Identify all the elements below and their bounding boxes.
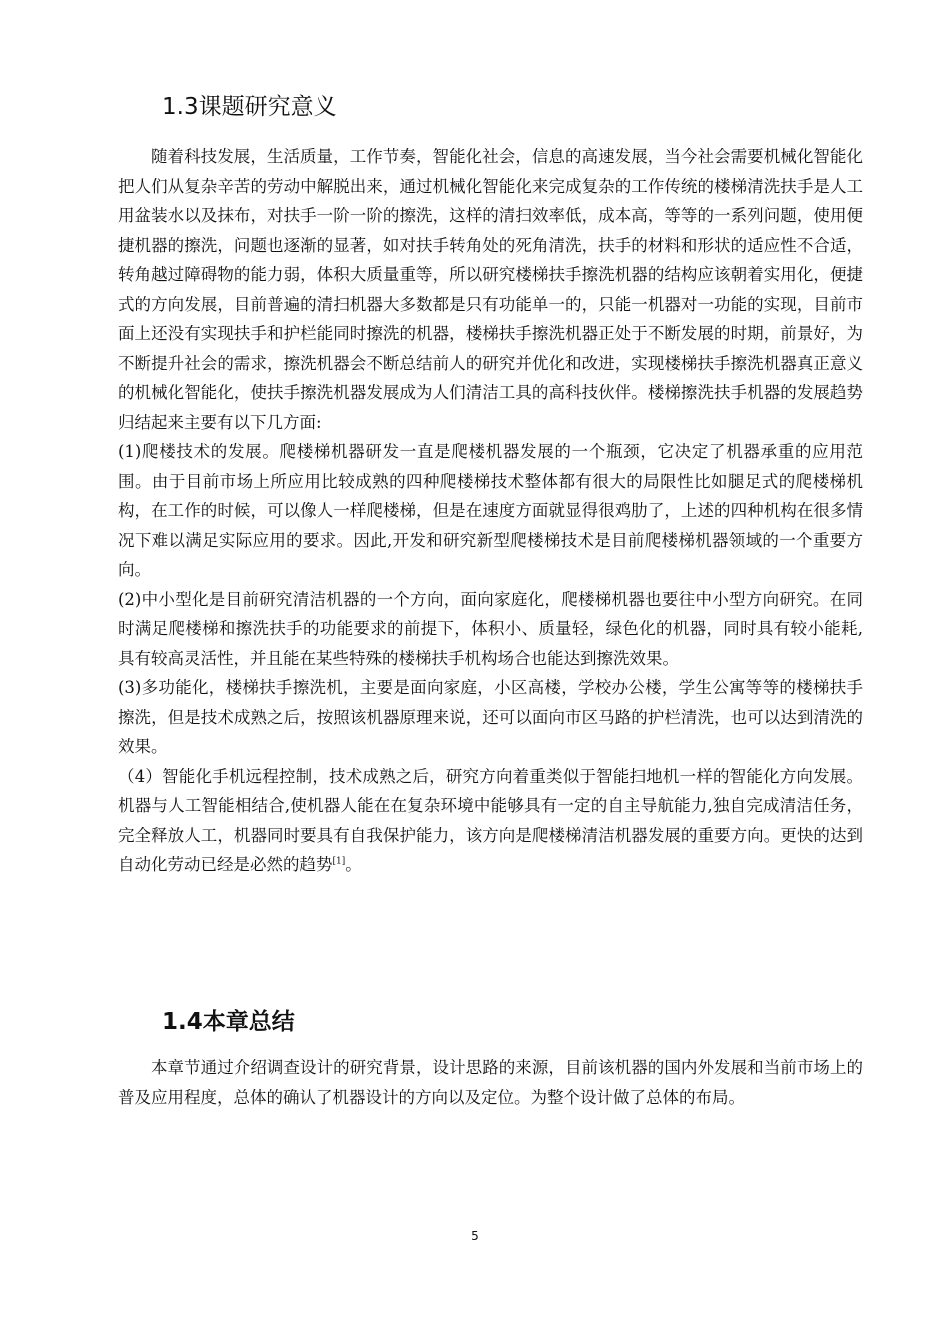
list-item-miniaturization: (2)中小型化是目前研究清洁机器的一个方向，面向家庭化，爬楼梯机器也要往中小型方向研究。在同时满足爬楼梯和擦洗扶手的功能要求的前提下，体积小、质量轻，绿色化的机器，同时具有较小能耗,具有较高灵活性，并且能在某些特殊的楼梯扶手机构场合也能达到擦洗效果。	[118, 589, 863, 668]
intro-paragraph: 随着科技发展，生活质量，工作节奏，智能化社会，信息的高速发展，当今社会需要机械化智能化把人们从复杂辛苦的劳动中解脱出来，通过机械化智能化来完成复杂的工作传统的楼梯清洗扶手是人工用盆装水以及抹布，对扶手一阶一阶的擦洗，这样的清扫效率低，成本高，等等的一系列问题，使用便捷机器的擦洗，问题也逐渐的显著，如对扶手转角处的死角清洗，扶手的材料和形状的适应性不合适，转角越过障碍物的能力弱，体积大质量重等，所以研究楼梯扶手擦洗机器的结构应该朝着实用化，便捷式的方向发展，目前普遍的清扫机器大多数都是只有功能单一的，只能一机器对一功能的实现，目前市面上还没有实现扶手和护栏能同时擦洗的机器，楼梯扶手擦洗机器正处于不断发展的时期，前景好，为不断提升社会的需求，擦洗机器会不断总结前人的研究并优化和改进，实现楼梯扶手擦洗机器真正意义的机械化智能化，使扶手擦洗机器发展成为人们清洁工具的高科技伙伴。楼梯擦洗扶手机器的发展趋势归结起来主要有以下几方面:	[118, 147, 863, 432]
sentence-end-mark: 。	[345, 855, 362, 874]
section-heading-1-4: 1.4本章总结	[162, 1009, 295, 1035]
section-heading-1-3: 1.3课题研究意义	[162, 94, 337, 120]
page-number: 5	[471, 1229, 479, 1243]
list-item-intelligent-control	[118, 762, 863, 880]
section-1-4-body	[118, 1053, 863, 1112]
section-1-3-body	[118, 142, 863, 880]
citation-reference: [1]	[332, 856, 346, 867]
list-item-climbing-technology: (1)爬楼技术的发展。爬楼梯机器研发一直是爬楼机器发展的一个瓶颈，它决定了机器承重的应用范围。由于目前市场上所应用比较成熟的四种爬楼梯技术整体都有很大的局限性比如腿足式的爬楼梯机构，在工作的时候，可以像人一样爬楼梯，但是在速度方面就显得很鸡肋了，上述的四种机构在很多情况下难以满足实际应用的要求。因此,开发和研究新型爬楼梯技术是目前爬楼梯机器领域的一个重要方向。	[118, 442, 863, 579]
list-item-multifunction: (3)多功能化，楼梯扶手擦洗机，主要是面向家庭，小区高楼，学校办公楼，学生公寓等等的楼梯扶手擦洗，但是技术成熟之后，按照该机器原理来说，还可以面向市区马路的护栏清洗，也可以达到清洗的效果。	[118, 678, 863, 756]
summary-paragraph: 本章节通过介绍调查设计的研究背景，设计思路的来源，目前该机器的国内外发展和当前市场上的普及应用程度，总体的确认了机器设计的方向以及定位。为整个设计做了总体的布局。	[118, 1058, 863, 1107]
list-item-intelligent-control-text: （4）智能化手机远程控制，技术成熟之后，研究方向着重类似于智能扫地机一样的智能化方向发展。机器与人工智能相结合,使机器人能在在复杂环境中能够具有一定的自主导航能力,独自完成清洁任务，完全释放人工，机器同时要具有自我保护能力，该方向是爬楼梯清洁机器发展的重要方向。更快的达到自动化劳动已经是必然的趋势	[118, 766, 863, 874]
